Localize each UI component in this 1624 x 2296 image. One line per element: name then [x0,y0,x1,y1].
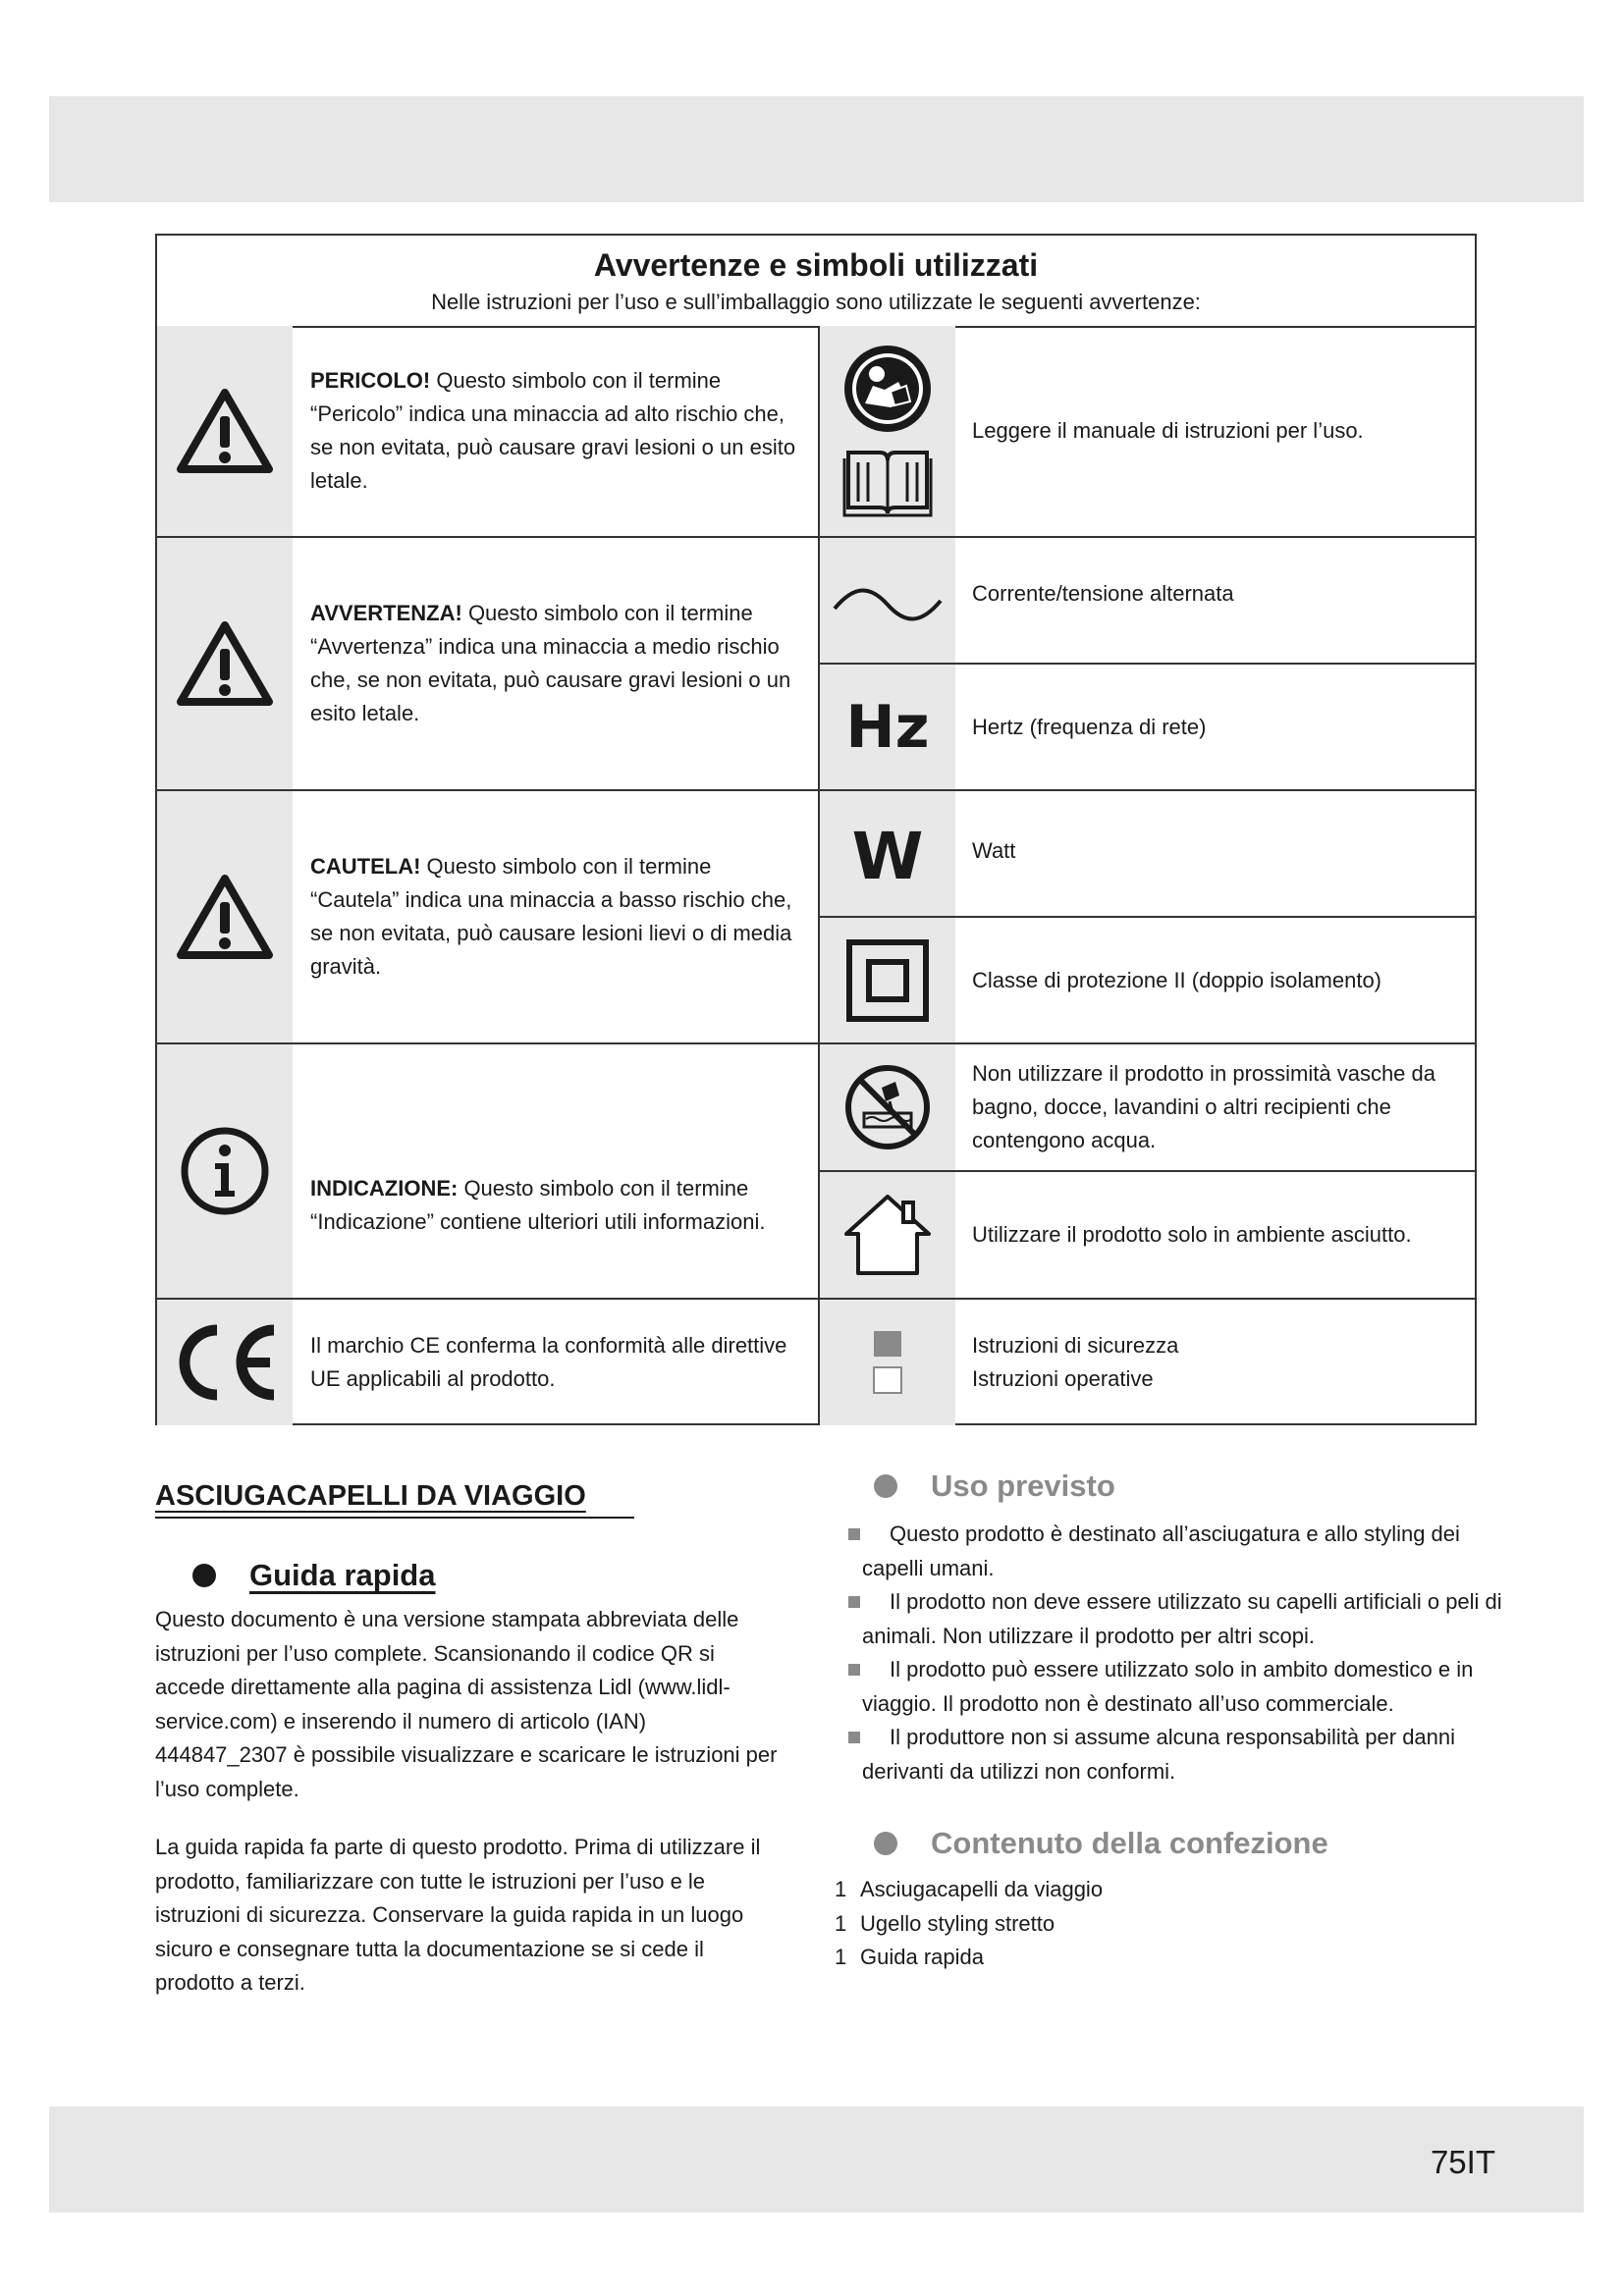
left-column [155,1480,784,2001]
warning-text-indicazione: INDICAZIONE: Questo simbolo con il termine “Indicazione” contiene ulteriori utili informazioni. [310,1176,766,1234]
symbol-text-hz: Hertz (frequenza di rete) [972,714,1207,739]
list-item: Il prodotto non deve essere utilizzato su capelli artificiali o peli di animali. Non utilizzare il prodotto per altri scopi. [813,1585,1512,1653]
instruction-squares [820,1300,955,1425]
list-item: 1 Guida rapida [835,1945,984,1969]
bullet-dot-icon [192,1564,216,1587]
warning-triangle-icon [157,326,293,536]
list-item: Questo prodotto è destinato all’asciugatura e allo styling dei capelli umani. [813,1518,1512,1585]
list-item: 1 Ugello styling stretto [835,1910,1056,1936]
quick-guide-paragraph-1: Questo documento è una versione stampata abbreviata delle istruzioni per l’uso complete. Scansionando il codice QR si accede direttamente alla pagina di assistenza Lidl (www.lidl-service.com) e inserendo il numero di articolo (IAN) 444847_2307 è possibile visualizzare e scaricare le istruzioni per l’uso complete. [155,1607,778,1801]
safety-square-icon [874,1331,901,1357]
section-heading-package-contents: Contenuto della confezione [874,1826,1512,1861]
list-item: Il prodotto può essere utilizzato solo in ambito domestico e in viaggio. Il prodotto non è destinato all’uso commerciale. [813,1653,1512,1721]
symbol-text-instructions [972,1300,1463,1425]
quick-guide-paragraph-2: La guida rapida fa parte di questo prodotto. Prima di utilizzare il prodotto, familiarizzare con tutte le istruzioni per l’uso e le istruzioni di sicurezza. Conservare la guida rapida in un luogo sicuro e consegnare tutta la documentazione se si cede il prodotto a terzi. [155,1835,761,1995]
footer-band [49,2107,1584,2213]
warning-text-avvertenza: AVVERTENZA! Questo simbolo con il termine “Avvertenza” indica una minaccia a medio rischio che, se non evitata, può causare gravi lesioni o un esito letale. [310,601,791,725]
read-manual-icon [820,326,955,536]
right-column [835,1468,1512,1975]
list-item: 1 Asciugacapelli da viaggio [835,1877,1104,1901]
ac-current-icon [820,538,955,663]
symbol-text-watt: Watt [972,838,1016,863]
section-heading-intended-use: Uso previsto [874,1468,1512,1504]
operating-instructions-label: Istruzioni operative [972,1366,1154,1391]
watt-symbol: W [820,791,955,916]
table-header [157,236,1475,328]
warning-text-pericolo: PERICOLO! Questo simbolo con il termine “Pericolo” indica una minaccia ad alto rischio che, se non evitata, può causare gravi lesioni o un esito letale. [310,368,796,493]
list-item: Il produttore non si assume alcuna responsabilità per danni derivanti da utilizzi non conformi. [813,1721,1512,1789]
symbol-text-ac: Corrente/tensione alternata [972,581,1234,606]
page-number: 75IT [1430,2144,1495,2180]
intended-use-list [813,1518,1512,1789]
symbol-text-manual: Leggere il manuale di istruzioni per l’uso. [972,418,1364,443]
warning-text-cautela: CAUTELA! Questo simbolo con il termine “Cautela” indica una minaccia a basso rischio che, se non evitata, può causare lesioni lievi o di media gravità. [310,854,792,979]
package-contents-list [835,1873,1512,1975]
table-subtitle: Nelle istruzioni per l’uso e sull’imballaggio sono utilizzate le seguenti avvertenze: [431,290,1201,314]
safety-instructions-label: Istruzioni di sicurezza [972,1333,1179,1358]
symbol-text-dry: Utilizzare il prodotto solo in ambiente asciutto. [972,1222,1412,1247]
hertz-symbol: Hz [820,665,955,789]
warning-triangle-icon [157,538,293,789]
square-bullet-icon [848,1596,860,1608]
symbol-text-class-ii: Classe di protezione II (doppio isolamento) [972,967,1382,992]
warning-triangle-icon [157,791,293,1042]
symbols-table [155,234,1477,1425]
header-band [49,96,1584,202]
protection-class-ii-icon [820,918,955,1042]
operating-square-icon [873,1366,902,1394]
ce-mark-text: Il marchio CE conferma la conformità alle direttive UE applicabili al prodotto. [310,1333,787,1391]
symbol-text-water: Non utilizzare il prodotto in prossimità vasche da bagno, docce, lavandini o altri recipienti che contengono acqua. [972,1061,1436,1152]
square-bullet-icon [848,1732,860,1743]
document-title: ASCIUGACAPELLI DA VIAGGIO [155,1480,586,1512]
square-bullet-icon [848,1528,860,1540]
title-rule [155,1517,634,1519]
table-title: Avvertenze e simboli utilizzati [593,247,1039,283]
info-circle-icon [157,1044,293,1298]
square-bullet-icon [848,1664,860,1676]
ce-mark-icon [157,1300,293,1425]
house-dry-icon [820,1172,955,1298]
no-water-icon [820,1044,955,1170]
bullet-dot-icon [874,1474,897,1498]
section-heading-quick-guide: Guida rapida [192,1558,784,1593]
bullet-dot-icon [874,1832,897,1855]
